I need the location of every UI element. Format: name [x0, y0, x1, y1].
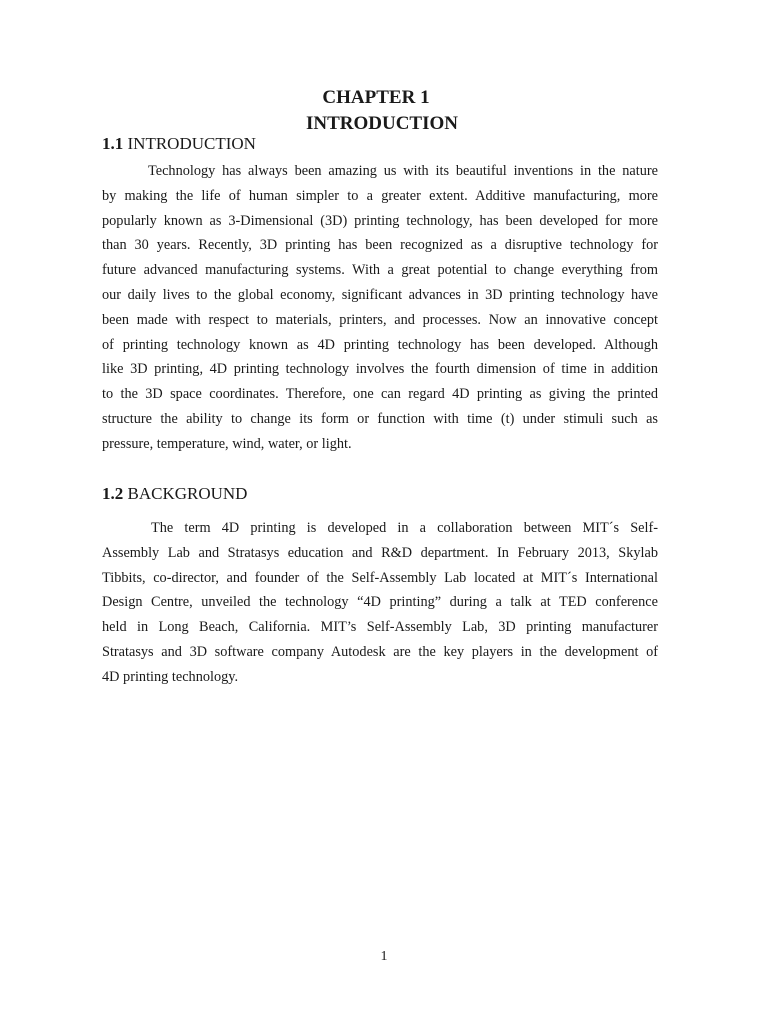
paragraph-line: popularly known as 3-Dimensional (3D) printing technology, has been developed for more — [102, 212, 658, 229]
page-number: 1 — [380, 949, 388, 964]
section-number: 1.1 — [102, 134, 124, 153]
paragraph-line: The term 4D printing is developed in a collaboration between MIT´s Self- — [151, 520, 658, 536]
paragraph-line: Tibbits, co-director, and founder of the Self-Assembly Lab located at MIT´s International — [102, 569, 658, 586]
section-heading-background — [102, 483, 247, 505]
paragraph-line: pressure, temperature, wind, water, or light. — [102, 435, 352, 452]
paragraph-line: our daily lives to the global economy, significant advances in 3D printing technology have — [102, 286, 658, 303]
paragraph-line: like 3D printing, 4D printing technology involves the fourth dimension of time in addition — [102, 361, 658, 378]
paragraph-line: of printing technology known as 4D printing technology has been developed. Although — [102, 336, 658, 353]
paragraph-line: than 30 years. Recently, 3D printing has been recognized as a disruptive technology for — [102, 237, 658, 254]
paragraph-line: to the 3D space coordinates. Therefore, one can regard 4D printing as giving the printed — [102, 386, 658, 403]
section-heading-introduction — [102, 133, 256, 155]
paragraph-line: structure the ability to change its form or function with time (t) under stimuli such as — [102, 410, 658, 427]
paragraph-line: Design Centre, unveiled the technology “4D printing” during a talk at TED conference — [102, 594, 658, 611]
background-paragraph — [102, 516, 658, 690]
paragraph-line: 4D printing technology. — [102, 668, 239, 685]
introduction-paragraph — [102, 159, 658, 457]
section-number: 1.2 — [102, 484, 124, 503]
chapter-number: CHAPTER 1 — [322, 87, 430, 108]
chapter-title: INTRODUCTION — [305, 113, 459, 134]
paragraph-line: held in Long Beach, California. MIT’s Self-Assembly Lab, 3D printing manufacturer — [102, 619, 658, 636]
paragraph-line: been made with respect to materials, printers, and processes. Now an innovative concept — [102, 311, 658, 328]
paragraph-line: Stratasys and 3D software company Autodesk are the key players in the development of — [102, 643, 658, 660]
section-title: BACKGROUND — [127, 484, 248, 503]
paragraph-line: Assembly Lab and Stratasys education and R&D department. In February 2013, Skylab — [102, 544, 658, 561]
paragraph-line: future advanced manufacturing systems. With a great potential to change everything from — [102, 262, 658, 279]
section-title: INTRODUCTION — [127, 134, 256, 153]
paragraph-line: by making the life of human simpler to a greater extent. Additive manufacturing, more — [102, 187, 658, 204]
paragraph-line: Technology has always been amazing us with its beautiful inventions in the nature — [148, 163, 658, 179]
